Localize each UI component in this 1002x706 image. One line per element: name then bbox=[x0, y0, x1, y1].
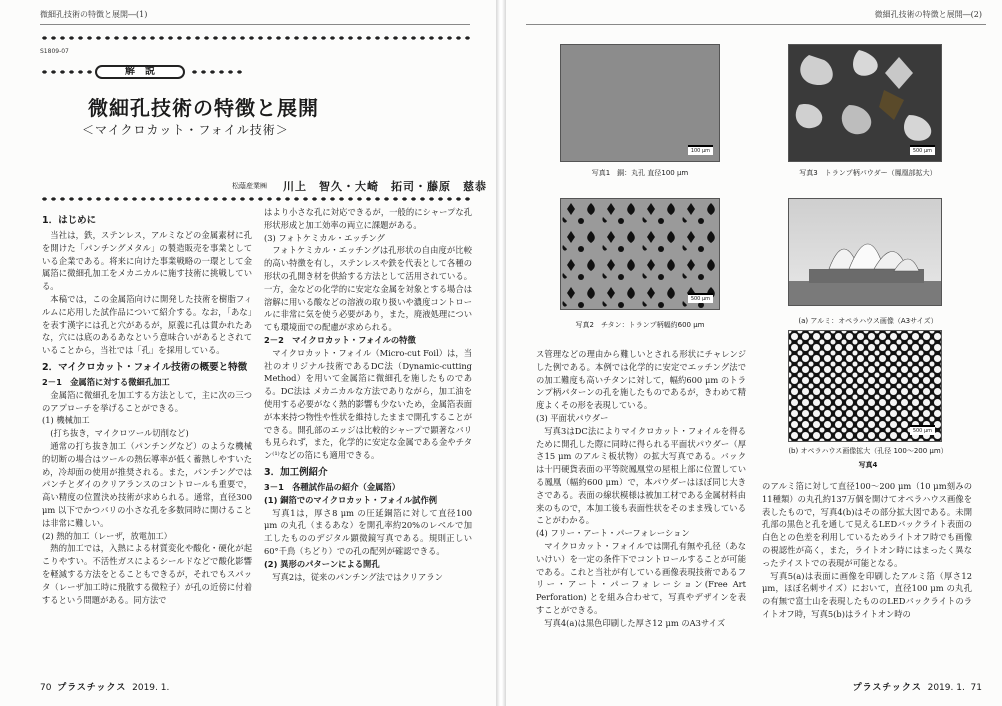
decorative-dot-border bbox=[40, 33, 470, 43]
section-heading: 1．はじめに bbox=[42, 215, 97, 226]
photo4b-caption: (b) オペラハウス画像拡大（孔径 100～200 μm） bbox=[788, 447, 948, 455]
left-page bbox=[0, 0, 496, 706]
page-number: 71 bbox=[970, 683, 982, 693]
item-heading: (2) 熱的加工（レーザ，放電加工） bbox=[42, 530, 172, 541]
decorative-dots-right bbox=[190, 67, 242, 77]
scale-bar: 500 μm bbox=[910, 425, 935, 435]
paragraph: 金属箔に微細孔を加工する方法として，主に次の三つのアプローチを挙げることができる。 bbox=[42, 389, 252, 413]
paragraph: 通常の打ち抜き加工（パンチングなど）のような機械的切断の場合はツールの熱伝導率が低く蓄熱しやすいため，冷却面の使用が推奨される。また，パンチングではパンチとダイのクリアランスのコントロールも重要で，高い精度の位置決め技術が求められる。通常，直径300 μm 以下でかつバリの小さな孔を多数同時に開けることは非常に難しい。 bbox=[42, 440, 252, 528]
paragraph: フォトケミカル・エッチングは孔形状の自由度が比較的高い特徴を有し，ステンレスや鉄を代表として各種の形状の孔開き材を供給する方法として活用されている。一方，金などの化学的に安定な金属を対象とする場合は溶解に用いる酸などの溶液の取り扱いや濃度コントロールに非常に気を使う必要があり，また，廃液処理についても環境面での配慮が求められる。 bbox=[264, 245, 472, 333]
subsection-heading: 2－1 金属箔に対する微細孔加工 bbox=[42, 376, 170, 387]
decorative-dots-left bbox=[40, 67, 92, 77]
paragraph-continued: ス管理などの理由から難しいとされる形状にチャレンジした例である。本例では化学的に安定でエッチング法での加工難度も高いチタンに対して，幅約600 μm のトランプ柄パターンの孔を施したものであるが，きわめて精度よくその形を表現している。 bbox=[536, 349, 746, 411]
article-title: 微細孔技術の特徴と展開 bbox=[88, 96, 319, 120]
paragraph: マイクロカット・フォイル（Micro-cut Foil）は，当社のオリジナル技術であるDC法（Dynamic-cutting Method）を用いて金属箔に微細孔を施したものである。DC法は メカニカルな方法でありながら，加工油を使用する必要がなく熱的影響も少ないため，金属箔表面が本来持つ物性や性状を維持したままで開孔することができる。開孔部のエッジは比較的シャープで顕著なバリも見られず，また，化学的に安定な金属である金やチタン⁽¹⁾などの箔にも適用できる。 bbox=[264, 347, 472, 461]
page-number: 70 bbox=[40, 683, 52, 693]
paragraph: マイクロカット・フォイルでは開孔有無や孔径（あないけい）を一定の条件下でコントロールすることが可能である。これと当社が有している画像表現技術であるフリー・アート・パーフォレーション(Free Art Perforation) とを組み合わせて，写真やデザインを表すことができる。 bbox=[536, 540, 746, 615]
subsection-heading: 2－2 マイクロカット・フォイルの特徴 bbox=[264, 334, 416, 345]
photo-copper-holes bbox=[560, 44, 720, 162]
photo2-caption: 写真2 チタン：トランプ柄幅約600 μm bbox=[575, 321, 705, 329]
item-heading: (3) フォトケミカル・エッチング bbox=[264, 232, 385, 243]
scale-bar: 500 μm bbox=[688, 293, 713, 303]
photo1-caption: 写真1 銅：丸孔 直径100 μm bbox=[591, 169, 689, 177]
photo-card-suit-powder bbox=[788, 44, 942, 162]
photo-opera-house bbox=[788, 198, 942, 306]
paragraph: 写真4(a)は黒色印刷した厚さ12 μm のA3サイズ bbox=[544, 617, 726, 628]
paragraph: 写真3はDC法によりマイクロカット・フォイルを得るために開孔した際に同時に得られる平面状パウダー（厚さ15 μm のアルミ板状物）の拡大写真である。バックは十円硬貨表面の平等院鳳凰堂の屋根上部に位置している鳳凰（幅約600 μm）で，本パウダーはほぼ同じ大きさである。表面の線状模様は被加工材である金属材料由来のもので，本加工後も表面性状をそのまま残していることがわかる。 bbox=[536, 425, 746, 526]
decorative-dot-divider bbox=[40, 194, 470, 204]
author-affiliation: 松蔭産業㈱ bbox=[232, 182, 267, 190]
folio-right bbox=[853, 680, 982, 693]
item-heading: (3) 平面状パウダー bbox=[536, 412, 609, 423]
running-head-right: 微細孔技術の特徴と展開―(2) bbox=[874, 10, 982, 19]
scale-bar: 100 μm bbox=[688, 145, 713, 155]
paragraph-continued: のアルミ箔に対して直径100～200 μm（10 μm刻みの11種類）の丸孔約137万個を開けてオペラハウス画像を表したもので，写真4(b)はその部分拡大図である。未開孔部の黒色と孔を通して見えるLEDバックライト表面の白色との色差を利用しているためライトオフ時でも画像の視認性が高く，また，ライトオン時にはまったく異なったテイストでの表現が可能となる。 bbox=[762, 481, 972, 568]
body-column-2 bbox=[264, 206, 472, 670]
paragraph: 写真1は，厚さ8 μm の圧延銅箔に対して直径100 μm の丸孔（まるあな）を開孔率約20%のレベルで加工したもののデジタル顕微鏡写真である。規則正しい60°千鳥（ちどり）での孔の配列が確認できる。 bbox=[264, 507, 472, 556]
photo3-caption: 写真3 トランプ柄パウダー（鳳凰部拡大） bbox=[799, 169, 937, 177]
issue-date: 2019. 1. bbox=[132, 683, 170, 693]
photo4-label: 写真4 bbox=[858, 461, 878, 469]
paragraph: 当社は，鉄，ステンレス，アルミなどの金属素材に孔を開けた「パンチングメタル」の製造販売を事業としている企業である。将来に向けた事業戦略の一環として金属箔に微細孔加工をメカニカルに施す技術に挑戦している。 bbox=[42, 230, 252, 292]
section-heading: 2．マイクロカット・フォイル技術の概要と特徴 bbox=[42, 361, 248, 373]
paragraph: 本稿では，この金属箔向けに開発した技術を樹脂フィルムに応用した試作品について紹介する。なお，「あな」を表す漢字には孔と穴があるが，原義に孔は貫かれたあな，穴には底のあるあなという意味合いがあるとされていることから，当社では「孔」を採用している。 bbox=[42, 293, 252, 356]
photo-perforation-enlarged bbox=[788, 330, 942, 442]
header-rule bbox=[526, 24, 986, 25]
photo-titanium-card-suits bbox=[560, 198, 720, 310]
header-rule bbox=[40, 24, 470, 25]
folio-left bbox=[40, 680, 169, 693]
scale-bar: 500 μm bbox=[910, 145, 935, 155]
right-page bbox=[506, 0, 1002, 706]
paragraph: 熱的加工では，入熱による材質変化や酸化・硬化が起こりやすい。不活性ガスによるシールドなどで酸化影響を軽減する方法をとることもできるが，それでもスパッタ（レーザ加工時に飛散する微粒子）が孔の近傍に付着するという問題がある。同方法で bbox=[42, 543, 252, 605]
doc-number: S1809-07 bbox=[40, 48, 69, 55]
page-gutter bbox=[496, 0, 506, 706]
paragraph: 写真2は，従来のパンチング法ではクリアラン bbox=[272, 571, 443, 582]
subsection-heading: 3－1 各種試作品の紹介（金属箔） bbox=[264, 481, 401, 492]
magazine-name: プラスチックス bbox=[57, 683, 127, 693]
opera-house-image bbox=[789, 199, 942, 306]
section-heading: 3．加工例紹介 bbox=[264, 466, 328, 478]
body-column-3 bbox=[536, 348, 746, 670]
photo4a-caption: (a) アルミ：オペラハウス画像（A3サイズ） bbox=[798, 317, 938, 325]
body-column-1 bbox=[42, 210, 252, 670]
item-heading: (4) フリー・アート・パーフォレーション bbox=[536, 528, 690, 539]
paragraph-continued: はより小さな孔に対応できるが，一般的にシャープな孔形状形成と加工効率の両立に課題がある。 bbox=[264, 207, 472, 230]
subsection-heading: (2) 異形のパターンによる開孔 bbox=[264, 558, 380, 569]
section-label: 解 説 bbox=[95, 65, 185, 79]
magazine-name: プラスチックス bbox=[852, 683, 922, 693]
item-heading: (1) 機械加工 bbox=[42, 415, 90, 426]
author-names: 川上 智久・大崎 拓司・藤原 慈恭 bbox=[283, 180, 487, 193]
issue-date: 2019. 1. bbox=[927, 683, 965, 693]
item-heading: (打ち抜き，マイクロツール切削など) bbox=[42, 428, 189, 439]
running-head-left: 微細孔技術の特徴と展開―(1) bbox=[40, 10, 148, 19]
body-column-4 bbox=[762, 480, 972, 670]
article-subtitle: ＜マイクロカット・フォイル技術＞ bbox=[82, 123, 289, 137]
paragraph: 写真5(a)は表面に画像を印刷したアルミ箔（厚さ12 μm，ほぼ名刺サイズ）において，直径100 μm の丸孔の有無で富士山を表現したもののLEDバックライトのライトオフ時，写真5(b)はライトオン時の bbox=[762, 570, 972, 619]
subsection-heading: (1) 銅箔でのマイクロカット・フォイル試作例 bbox=[264, 494, 438, 505]
